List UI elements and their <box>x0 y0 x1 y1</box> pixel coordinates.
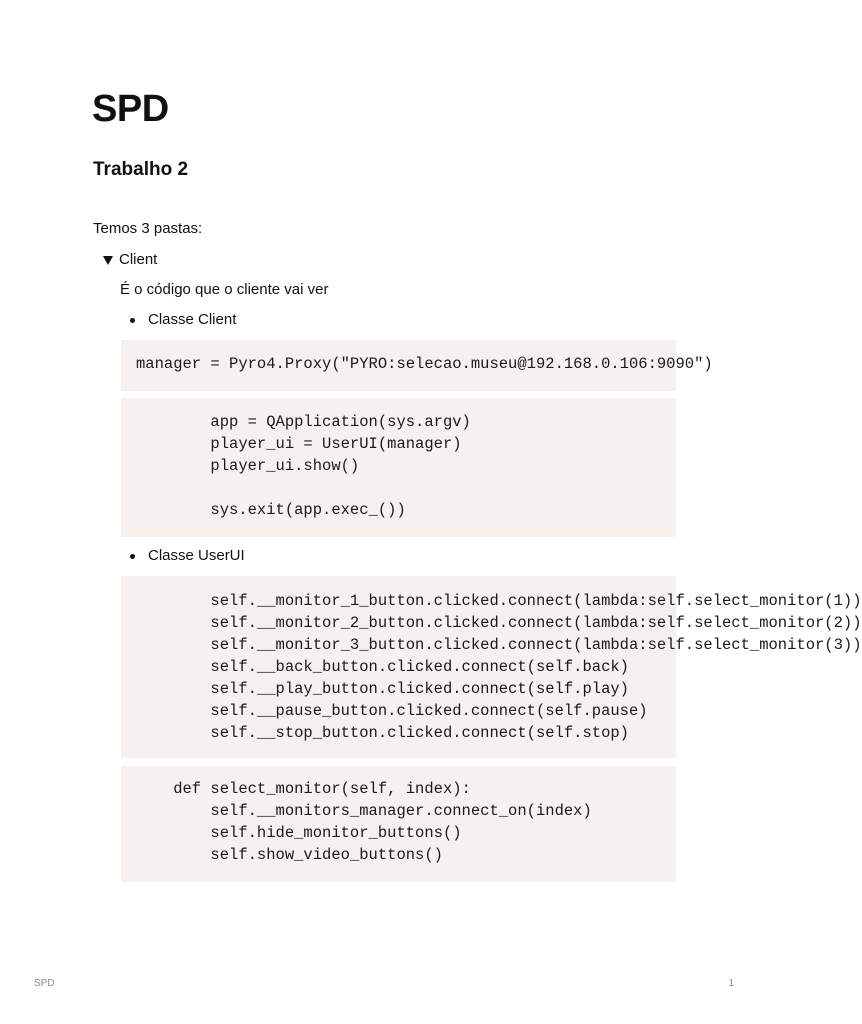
bullet-dot-icon <box>130 554 135 559</box>
toggle-arrow-down-icon[interactable] <box>103 256 113 265</box>
toggle-client[interactable] <box>103 250 157 270</box>
client-description: É o código que o cliente vai ver <box>120 281 329 298</box>
bullet-dot-icon <box>130 318 135 323</box>
code-block <box>121 398 676 537</box>
page-number: 1 <box>728 978 734 989</box>
bullet-label: Classe Client <box>148 311 237 328</box>
code-block <box>121 340 713 391</box>
code-text: def select_monitor(self, index): self.__monitors_manager.connect_on(index) self.hide_monitor_buttons() self.show_video_buttons() <box>173 780 592 864</box>
toggle-label: Client <box>119 251 158 268</box>
bullet-label: Classe UserUI <box>148 547 245 564</box>
code-text: manager = Pyro4.Proxy("PYRO:selecao.museu@192.168.0.106:9090") <box>136 355 713 373</box>
intro-text: Temos 3 pastas: <box>93 220 203 237</box>
bullet-item <box>130 310 236 330</box>
footer-title: SPD <box>34 978 55 989</box>
code-text: app = QApplication(sys.argv) player_ui = UserUI(manager) player_ui.show() sys.exit(app.exec_()) <box>210 413 471 519</box>
code-block <box>121 766 676 882</box>
code-text: self.__monitor_1_button.clicked.connect(lambda:self.select_monitor(1)) self.__monitor_2_button.clicked.connect(lambda:self.select_monitor(2)) self.__monitor_3_button.clicked.connect(lambda:self.select_monitor(3)) self.__back_button.clicked.connect(self.back) self.__play_button.clicked.connect(self.play) self.__pause_button.clicked.connect(self.pause) self.__stop_button.clicked.connect(self.stop) <box>210 592 862 742</box>
bullet-item <box>130 546 245 566</box>
section-heading: Trabalho 2 <box>93 159 189 180</box>
code-block <box>121 576 862 758</box>
page-title: SPD <box>92 88 169 130</box>
